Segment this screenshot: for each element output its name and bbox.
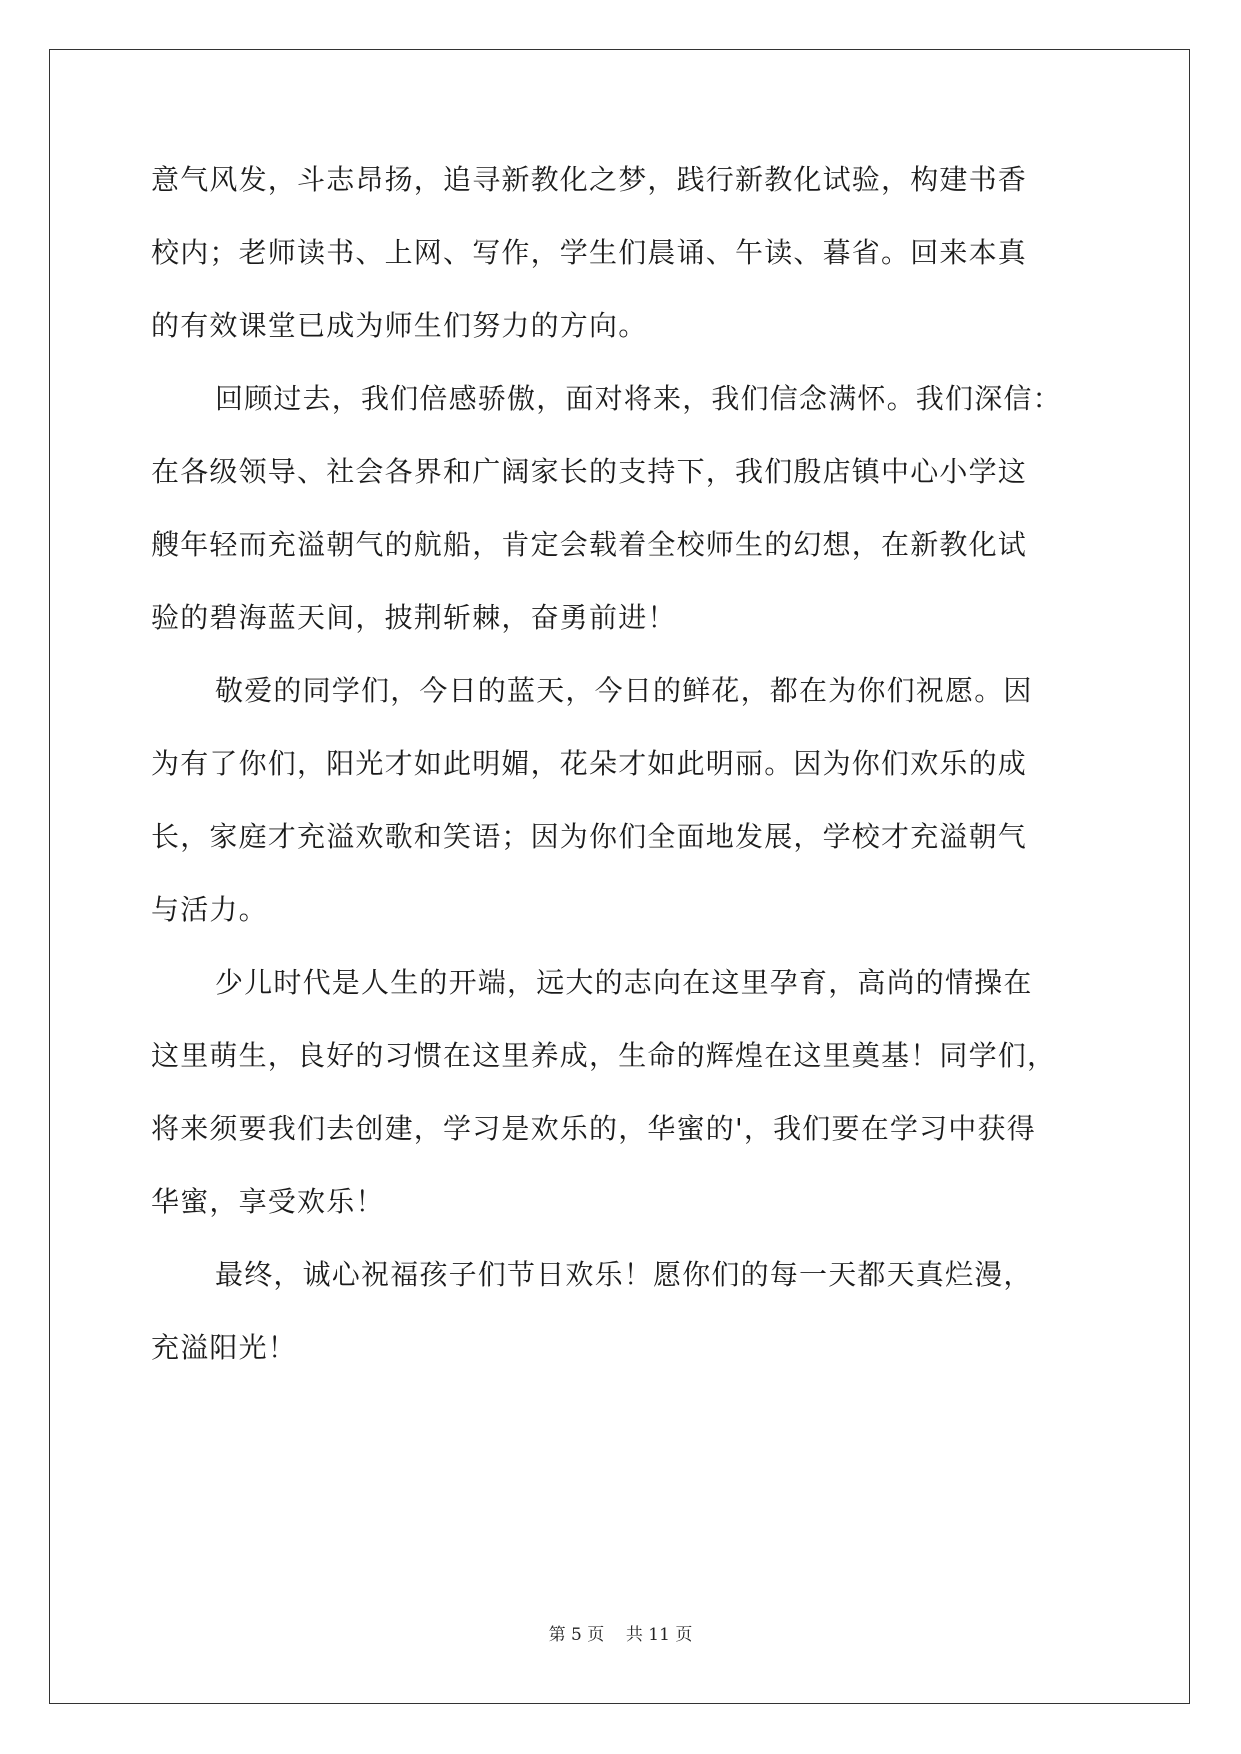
- text-line: 的有效课堂已成为师生们努力的方向。: [151, 309, 648, 342]
- text-line: 充溢阳光！: [151, 1331, 298, 1364]
- text-line: 将来须要我们去创建，学习是欢乐的，华蜜的'，我们要在学习中获得: [151, 1112, 1036, 1145]
- page-border: [49, 49, 1190, 1704]
- paragraph-start-line: 敬爱的同学们，今日的蓝天，今日的鲜花，都在为你们祝愿。因: [215, 674, 1033, 707]
- text-line: 在各级领导、社会各界和广阔家长的支持下，我们殷店镇中心小学这: [151, 455, 1028, 488]
- text-line: 校内；老师读书、上网、写作，学生们晨诵、午读、暮省。回来本真: [151, 236, 1028, 269]
- text-line: 这里萌生，良好的习惯在这里养成，生命的辉煌在这里奠基！同学们，: [151, 1039, 1057, 1072]
- text-line: 为有了你们，阳光才如此明媚，花朵才如此明丽。因为你们欢乐的成: [151, 747, 1028, 780]
- page-footer: [0, 1620, 1241, 1645]
- text-line: 长，家庭才充溢欢歌和笑语；因为你们全面地发展，学校才充溢朝气: [151, 820, 1028, 853]
- paragraph-start-line: 少儿时代是人生的开端，远大的志向在这里孕育，高尚的情操在: [215, 966, 1033, 999]
- text-line: 与活力。: [151, 893, 268, 926]
- paragraph-start-line: 最终，诚心祝福孩子们节日欢乐！愿你们的每一天都天真烂漫，: [215, 1258, 1033, 1291]
- text-line: 华蜜，享受欢乐！: [151, 1185, 385, 1218]
- text-line: 艘年轻而充溢朝气的航船，肯定会载着全校师生的幻想，在新教化试: [151, 528, 1028, 561]
- paragraph-start-line: 回顾过去，我们倍感骄傲，面对将来，我们信念满怀。我们深信：: [215, 382, 1062, 415]
- text-line: 意气风发，斗志昂扬，追寻新教化之梦，践行新教化试验，构建书香: [151, 163, 1028, 196]
- text-line: 验的碧海蓝天间，披荆斩棘，奋勇前进！: [151, 601, 677, 634]
- page-number-label: 第 5 页 共 11 页: [548, 1625, 693, 1645]
